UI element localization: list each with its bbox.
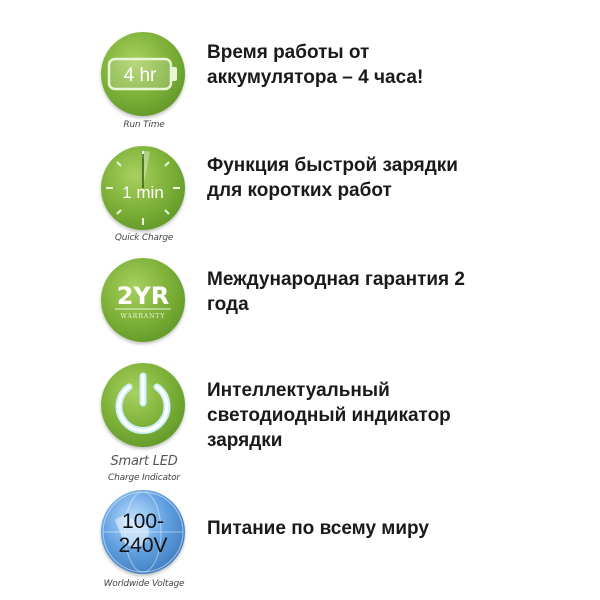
feature-text-line: для коротких работ bbox=[207, 180, 392, 201]
feature-text-line: Функция быстрой зарядки bbox=[207, 155, 458, 176]
feature-text-line: аккумулятора – 4 часа! bbox=[207, 67, 424, 88]
globe-icon-label-top: 100- bbox=[121, 510, 165, 533]
caption-charge-indicator: Charge Indicator bbox=[108, 473, 180, 483]
warranty-seal-icon bbox=[101, 258, 185, 342]
caption-run-time: Run Time bbox=[123, 120, 165, 130]
feature-text-line: светодиодный индикатор bbox=[207, 405, 451, 426]
feature-text-line: Питание по всему миру bbox=[207, 518, 429, 539]
feature-text-line: Интеллектуальный bbox=[207, 380, 390, 401]
feature-text-line: года bbox=[207, 294, 249, 315]
clock-icon bbox=[101, 146, 185, 230]
feature-text-line: зарядки bbox=[207, 430, 283, 451]
power-icon bbox=[101, 363, 185, 447]
feature-text-line: Время работы от bbox=[207, 42, 370, 63]
globe-icon bbox=[101, 490, 185, 574]
warranty-icon-label: 2YR bbox=[116, 282, 170, 310]
warranty-icon-sublabel: WARRANTY bbox=[120, 313, 166, 320]
caption-quick-charge: Quick Charge bbox=[114, 233, 174, 243]
battery-icon bbox=[101, 32, 185, 116]
battery-icon-label: 4 hr bbox=[123, 65, 157, 86]
feature-text-line: Международная гарантия 2 bbox=[207, 269, 465, 290]
globe-icon-label-bottom: 240V bbox=[118, 534, 168, 557]
caption-worldwide-voltage: Worldwide Voltage bbox=[103, 579, 185, 589]
clock-icon-label: 1 min bbox=[122, 183, 164, 202]
caption-smart-led: Smart LED bbox=[110, 454, 178, 469]
